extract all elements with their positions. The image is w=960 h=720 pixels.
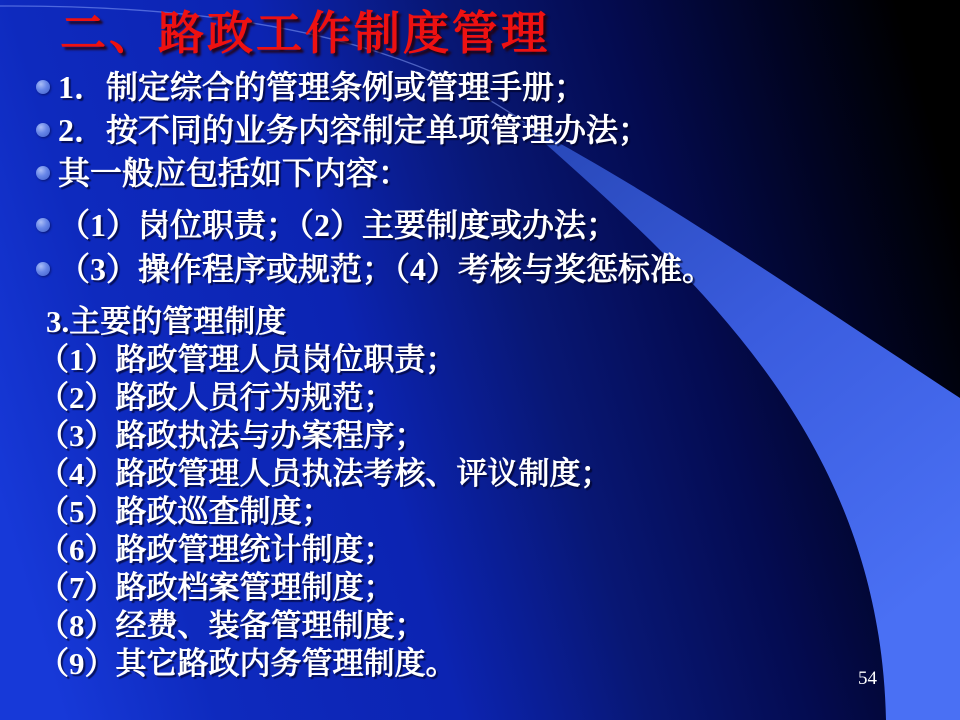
- list-item: （2）路政人员行为规范；: [38, 380, 395, 415]
- bullet-dot-icon: [36, 218, 50, 232]
- slide-title: 二、路政工作制度管理: [60, 8, 550, 59]
- page-number: 54: [858, 668, 877, 689]
- list-item: （7）路政档案管理制度；: [38, 570, 395, 605]
- list-item: （4）路政管理人员执法考核、评议制度；: [38, 456, 612, 491]
- bullet-text: 1．制定综合的管理条例或管理手册；: [58, 69, 587, 105]
- bullet-text: （1）岗位职责；（2）主要制度或办法；: [58, 207, 619, 243]
- bullet-item: [36, 208, 618, 242]
- bullet-text: （3）操作程序或规范；（4）考核与奖惩标准。: [58, 251, 715, 287]
- bullet-item: [36, 70, 586, 104]
- list-item: （9）其它路政内务管理制度。: [38, 646, 457, 681]
- section-heading: 3.主要的管理制度: [46, 304, 287, 339]
- bullet-dot-icon: [36, 123, 50, 137]
- bullet-dot-icon: [36, 80, 50, 94]
- bullet-text: 2．按不同的业务内容制定单项管理办法；: [58, 112, 651, 148]
- list-item: （3）路政执法与办案程序；: [38, 418, 426, 453]
- list-item: （6）路政管理统计制度；: [38, 532, 395, 567]
- bullet-item: [36, 113, 650, 147]
- bullet-dot-icon: [36, 262, 50, 276]
- list-item: （8）经费、装备管理制度；: [38, 608, 426, 643]
- bullet-text: 其一般应包括如下内容：: [58, 155, 411, 191]
- list-item: （5）路政巡查制度；: [38, 494, 333, 529]
- bullet-item: [36, 156, 410, 190]
- list-item: （1）路政管理人员岗位职责；: [38, 342, 457, 377]
- bullet-dot-icon: [36, 166, 50, 180]
- bullet-item: [36, 252, 714, 286]
